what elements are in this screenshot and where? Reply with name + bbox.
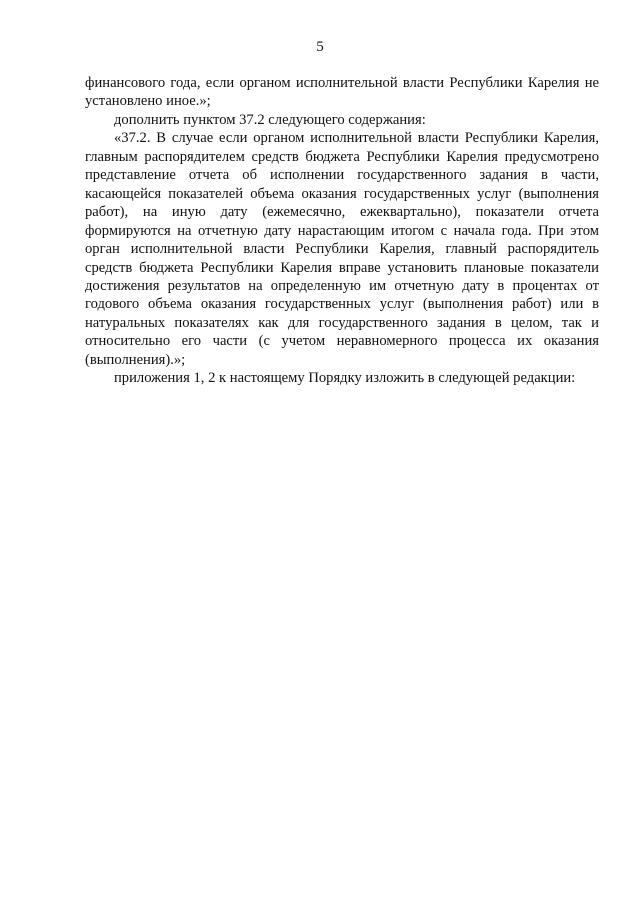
text-line: формируются на отчетную дату нарастающим итогом с начала года. При этом (85, 222, 599, 239)
text-line: финансового года, если органом исполнительной власти Республики Карелия не (85, 75, 599, 91)
document-body (85, 74, 599, 388)
text-line: (выполнения).»; (85, 351, 186, 368)
text-line: представление отчета об исполнении государственного задания в части, (85, 167, 599, 184)
text-line: орган исполнительной власти Республики Карелия, главный распорядитель (85, 241, 599, 258)
text-line: «37.2. В случае если органом исполнительной власти Республики Карелия, (114, 130, 599, 147)
paragraph-clause-37-2 (85, 129, 599, 369)
paragraph-continuation (85, 74, 599, 111)
text-line: относительно его части (с учетом неравномерного процесса их оказания (85, 333, 599, 350)
text-line: годового объема оказания государственных услуг (выполнения работ) или в (85, 296, 599, 313)
text-line: натуральных показателях как для государственного задания в целом, так и (85, 314, 599, 331)
text-line: работ), на иную дату (ежемесячно, ежеквартально), показатели отчета (85, 204, 599, 221)
page-number: 5 (316, 39, 324, 55)
text-line: установлено иное.»; (85, 93, 211, 110)
text-line: достижения результатов на определенную им отчетную дату в процентах от (85, 277, 599, 294)
paragraph-appendices (85, 369, 599, 387)
text-line: главным распорядителем средств бюджета Республики Карелия предусмотрено (85, 148, 599, 165)
text-line: касающейся показателей объема оказания государственных услуг (выполнения (85, 185, 599, 202)
text-line: дополнить пунктом 37.2 следующего содержания: (114, 111, 426, 128)
text-line: средств бюджета Республики Карелия вправе установить плановые показатели (85, 259, 599, 276)
text-line: приложения 1, 2 к настоящему Порядку изложить в следующей редакции: (114, 370, 576, 387)
paragraph-amendment-intro (85, 111, 599, 129)
